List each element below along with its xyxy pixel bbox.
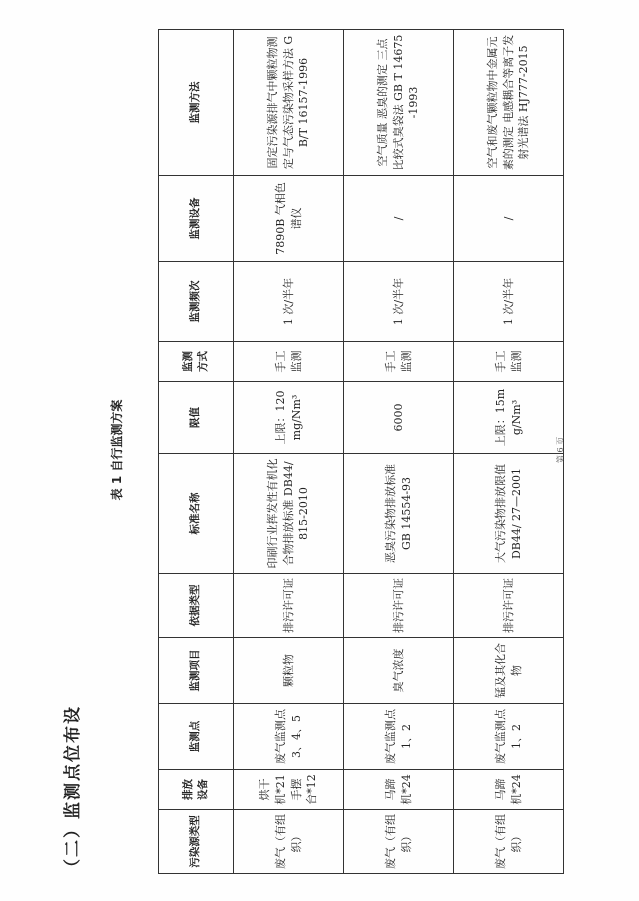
header-cell: 监测项目 bbox=[159, 638, 234, 704]
header-cell: 排放设备 bbox=[159, 770, 234, 810]
header-cell: 标准名称 bbox=[159, 454, 234, 574]
table-cell: 1 次/半年 bbox=[454, 262, 564, 342]
table-cell: 废气监测点 1、2 bbox=[344, 704, 454, 770]
table-cell: 大气污染物排放限值 DB44/ 27—2001 bbox=[454, 454, 564, 574]
header-cell: 监测点 bbox=[159, 704, 234, 770]
header-cell: 污染源类型 bbox=[159, 810, 234, 874]
table-cell: 7890B 气相色谱仪 bbox=[234, 176, 344, 262]
table-cell: / bbox=[454, 176, 564, 262]
table-cell: 手工监测 bbox=[344, 342, 454, 382]
table-header-row bbox=[159, 30, 234, 874]
table-cell: 排污许可证 bbox=[344, 574, 454, 638]
table-cell: 烘干机*21 手摆台*12 bbox=[234, 770, 344, 810]
header-cell: 限值 bbox=[159, 382, 234, 454]
table-cell: 空气和废气颗粒物中金属元素的测定 电感耦合等离子发射光谱法 HJ777-2015 bbox=[454, 30, 564, 176]
table-cell: 手工监测 bbox=[234, 342, 344, 382]
table-cell: 空气质量 恶臭的测定 三点比较式臭袋法 GB T 14675-1993 bbox=[344, 30, 454, 176]
page-number: 第 6 页 bbox=[556, 436, 565, 464]
table-cell: 固定污染源排气中颗粒物测定与气态污染物采样方法 GB/T 16157-1996 bbox=[234, 30, 344, 176]
table-cell: 上限：15mg/Nm³ bbox=[454, 382, 564, 454]
table-cell: 6000 bbox=[344, 382, 454, 454]
table-cell: 臭气浓度 bbox=[344, 638, 454, 704]
table-cell: 废气（有组织） bbox=[454, 810, 564, 874]
header-cell: 依据类型 bbox=[159, 574, 234, 638]
table-cell: 马蹄机*24 bbox=[454, 770, 564, 810]
monitoring-plan-table bbox=[158, 29, 564, 874]
table-cell: 颗粒物 bbox=[234, 638, 344, 704]
table-cell: 废气（有组织） bbox=[234, 810, 344, 874]
table-row bbox=[234, 30, 344, 874]
table-cell: 恶臭污染物排放标准 GB 14554-93 bbox=[344, 454, 454, 574]
table-cell: 排污许可证 bbox=[234, 574, 344, 638]
table-cell: 马蹄机*24 bbox=[344, 770, 454, 810]
table-cell: 废气监测点 3、4、5 bbox=[234, 704, 344, 770]
header-cell: 监测方法 bbox=[159, 30, 234, 176]
section-title: （二）监测点位布设 bbox=[63, 705, 83, 876]
rotated-content bbox=[50, 20, 570, 880]
table-cell: / bbox=[344, 176, 454, 262]
table-cell: 废气监测点 1、2 bbox=[454, 704, 564, 770]
table-cell: 上限：120mg/Nm³ bbox=[234, 382, 344, 454]
table-cell: 印刷行业挥发性有机化合物排放标准 DB44/815-2010 bbox=[234, 454, 344, 574]
header-cell: 监测频次 bbox=[159, 262, 234, 342]
table-cell: 废气（有组织） bbox=[344, 810, 454, 874]
table-cell: 排污许可证 bbox=[454, 574, 564, 638]
table-caption: 表 1 自行监测方案 bbox=[110, 399, 124, 501]
table-row bbox=[454, 30, 564, 874]
table-cell: 锰及其化合物 bbox=[454, 638, 564, 704]
header-cell: 监测方式 bbox=[159, 342, 234, 382]
header-cell: 监测设备 bbox=[159, 176, 234, 262]
table-cell: 1 次/半年 bbox=[234, 262, 344, 342]
table-row bbox=[344, 30, 454, 874]
table-cell: 1 次/半年 bbox=[344, 262, 454, 342]
table-cell: 手工监测 bbox=[454, 342, 564, 382]
